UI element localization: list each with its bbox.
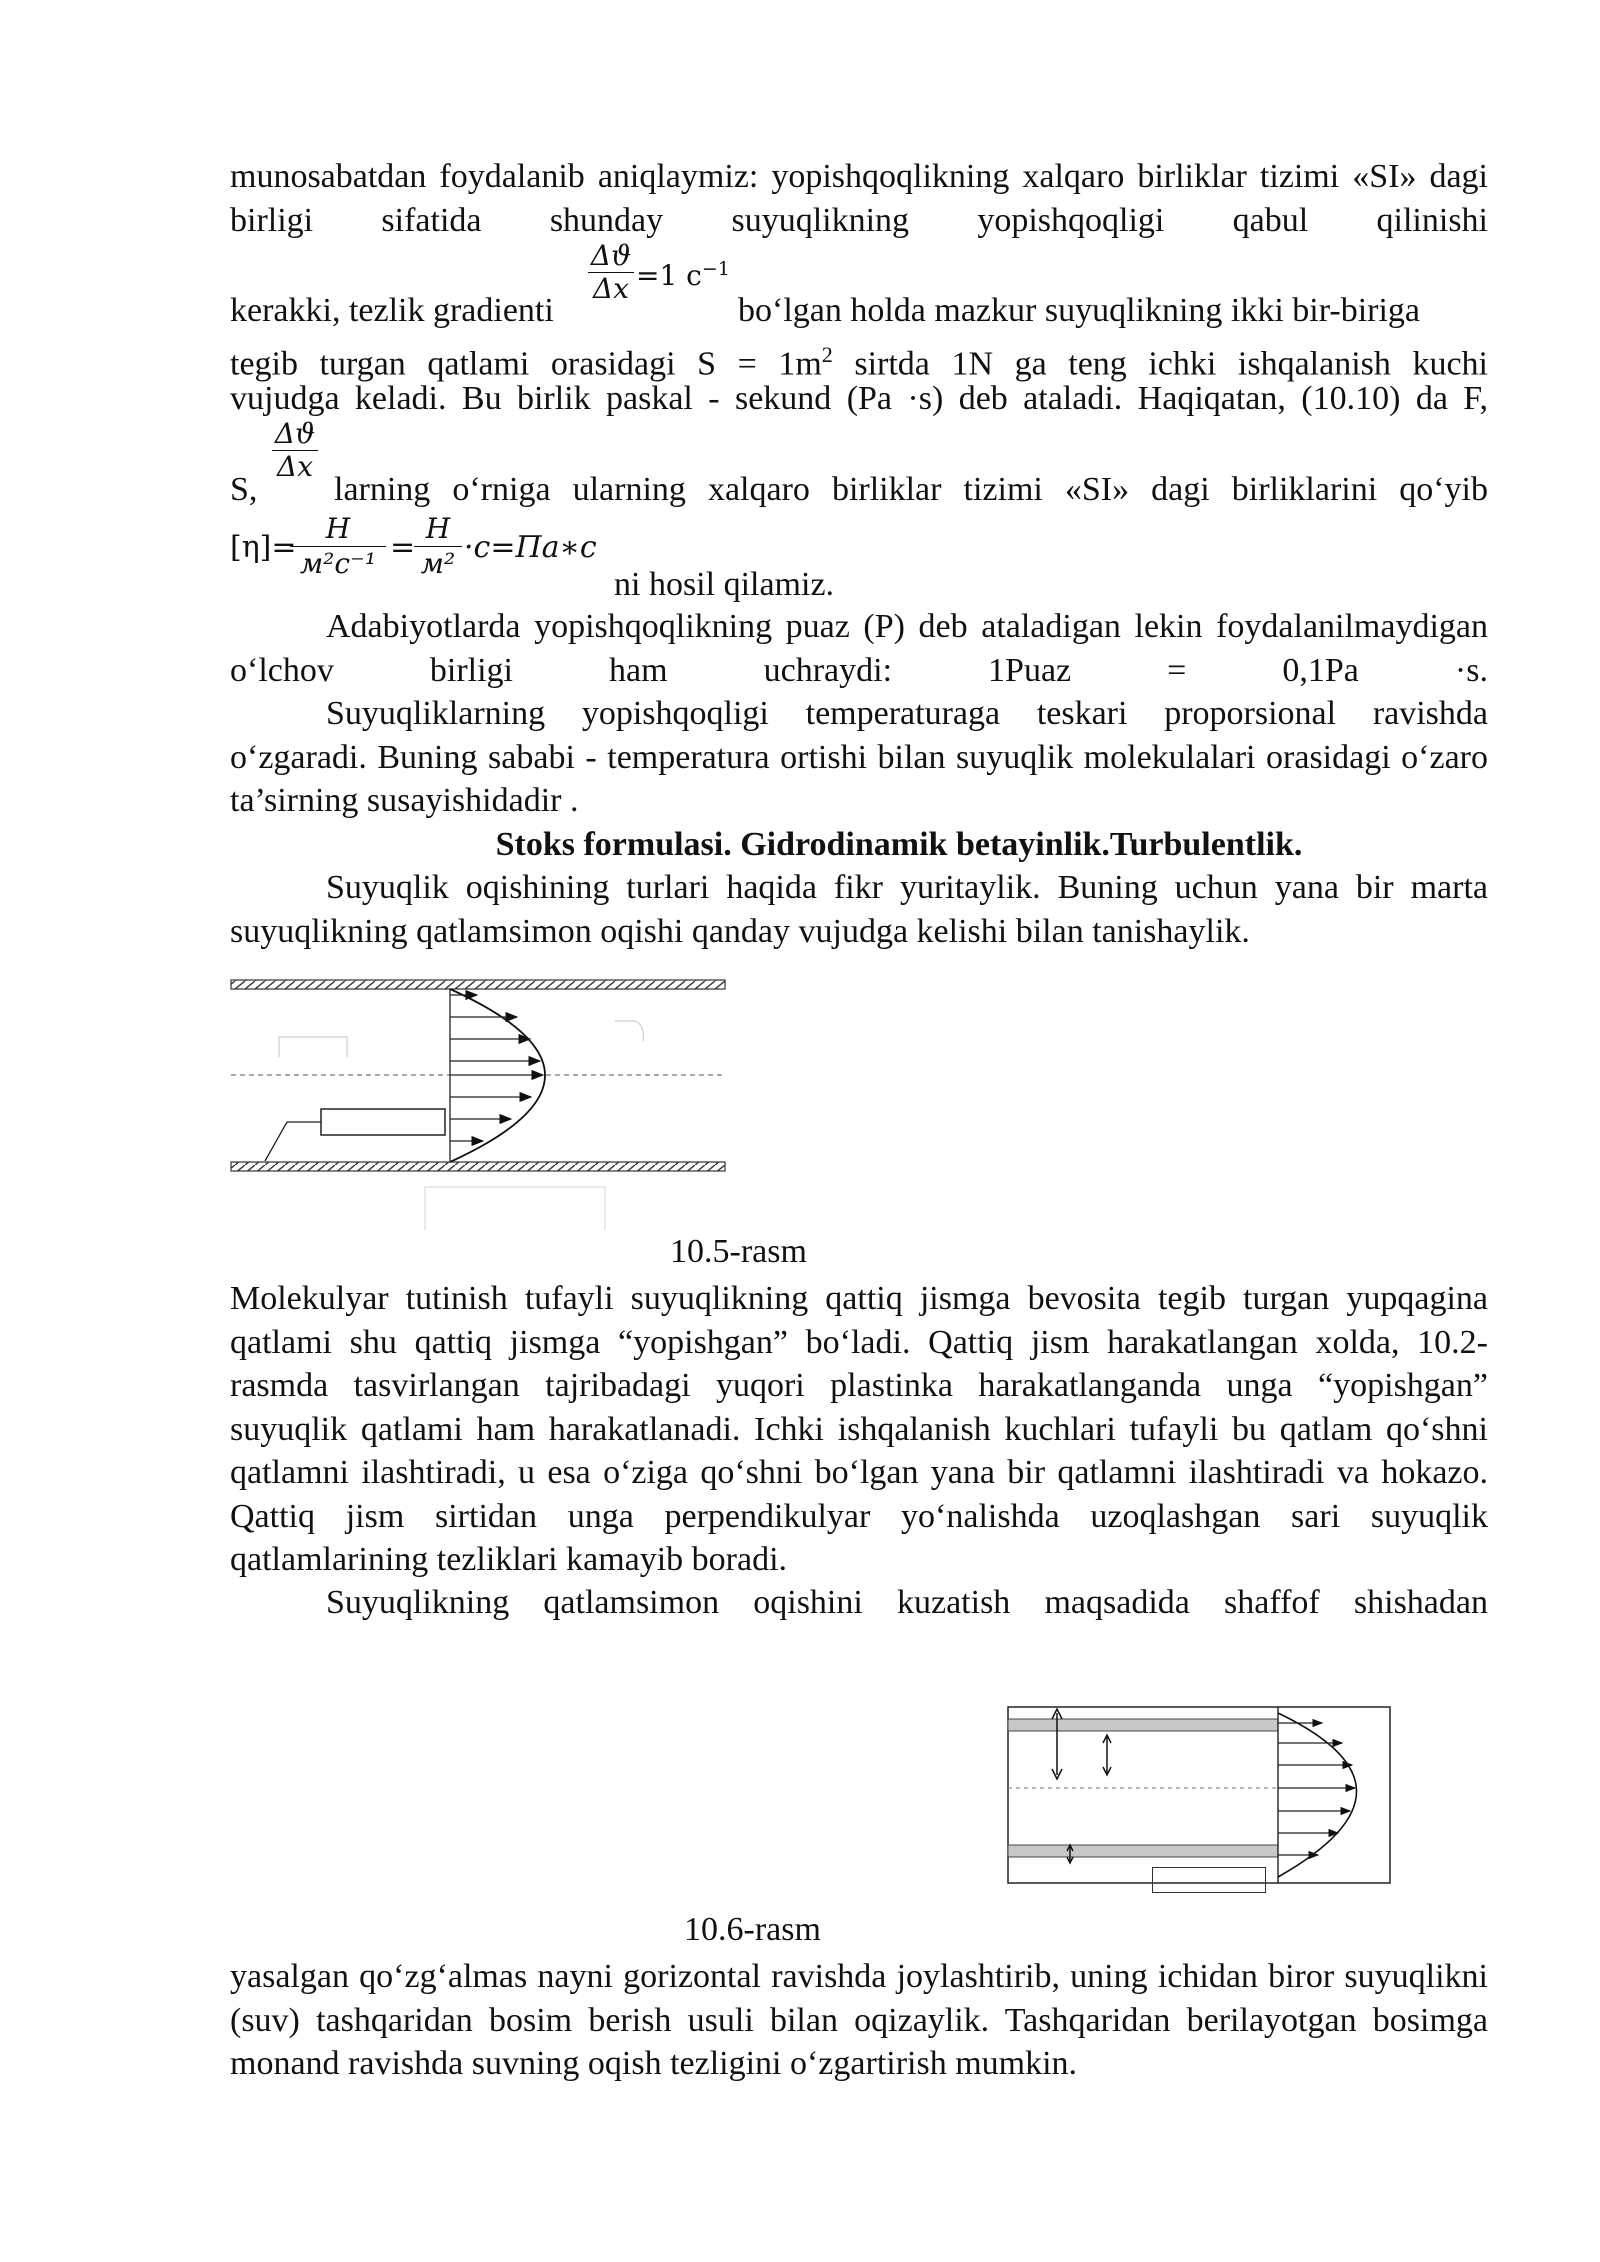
gradient-numerator: Δϑ bbox=[590, 239, 632, 272]
text-gradient-lead: kerakki, tezlik gradienti bbox=[230, 292, 554, 329]
line-substitution bbox=[230, 468, 1488, 512]
faint-marker bbox=[615, 1021, 643, 1041]
text-gradient-trail: bo‘lgan holda mazkur suyuqlikning ikki bir-biriga bbox=[738, 292, 1421, 329]
s-gradient-denominator: Δx bbox=[276, 450, 313, 483]
gradient-denominator: Δx bbox=[592, 272, 629, 305]
eta-fraction-2 bbox=[414, 512, 462, 581]
text-s-label: S, bbox=[230, 471, 258, 508]
s-gradient-numerator: Δϑ bbox=[274, 417, 316, 450]
eta-fraction-2-numerator: H bbox=[425, 512, 451, 545]
paragraph-adhesion: Molekulyar tutinish tufayli suyuqlikning qattiq jismga bevosita tegib turgan yupqagina qatlami shu qattiq jismga “yopishgan” bo‘ladi. Qattiq jism harakatlangan xolda, 10.2- rasmda tasvirlangan tajribadagi yuqori plastinka harakatlanganda unga “yopishgan” suyuqlik qatlami ham harakatlanadi. Ichki ishqalanish kuchlari tufayli bu qatlam qo‘shni qatlamni ilashtiradi, u esa o‘ziga qo‘shni bo‘lgan yana bir qatlamni ilashtiradi va hokazo. Qattiq jism sirtidan unga perpendikulyar yo‘nalishda uzoqlashgan sari suyuqlik qatlamlarining tezliklari kamayib boradi. bbox=[230, 1280, 1488, 1578]
dimension-arrows bbox=[1052, 1709, 1111, 1863]
faint-box bbox=[425, 1187, 605, 1230]
text-substitution: larning o‘rniga ularning xalqaro birliklar tizimi «SI» dagi birliklarini qo‘yib bbox=[334, 471, 1488, 508]
eta-rhs: ·c=Пa∗c bbox=[464, 530, 597, 565]
velocity-arrows bbox=[450, 995, 543, 1141]
section-heading: Stoks formulasi. Gidrodinamik betayinlik.Turbulentlik. bbox=[495, 826, 1303, 863]
figure-10-5-caption: 10.5-rasm bbox=[670, 1233, 807, 1270]
text-surface-a: tegib turgan qatlami orasidagi S = 1m bbox=[230, 345, 822, 383]
eta-tail: ni hosil qilamiz. bbox=[614, 566, 835, 603]
figure-10-6-label-box bbox=[1152, 1867, 1266, 1893]
eta-fraction-1 bbox=[290, 512, 386, 581]
paragraph-si-unit: munosabatdan foydalanib aniqlaymiz: yopishqoqlikning xalqaro birliklar tizimi «SI» dagi birligi sifatida shunday suyuqlikning yopishqoqligi qabul qilinishi bbox=[230, 158, 1488, 239]
gradient-value bbox=[636, 258, 730, 292]
gradient-exponent: −1 bbox=[701, 258, 730, 280]
paragraph-puaz: Adabiyotlarda yopishqoqlikning puaz (P) deb ataladigan lekin foydalanilmaydigan o‘lchov birligi ham uchraydi: 1Puaz = 0,1Pa ·s. bbox=[230, 608, 1488, 689]
gradient-equals: =1 c bbox=[636, 259, 702, 292]
text-surface-b: sirtda 1N ga teng ichki ishqalanish kuchi bbox=[832, 345, 1488, 383]
tube-upper-wall bbox=[1008, 1719, 1278, 1731]
figure-laminar-flow-profile bbox=[225, 965, 735, 1235]
paragraph-flow-types: Suyuqlik oqishining turlari haqida fikr yuritaylik. Buning uchun yana bir marta suyuqlikning qatlamsimon oqishi qanday vujudga kelishi bilan tanishaylik. bbox=[230, 869, 1488, 950]
bottom-wall bbox=[231, 1162, 725, 1171]
paragraph-tube-flow: yasalgan qo‘zg‘almas nayni gorizontal ravishda joylashtirib, uning ichidan biror suyuqlikni (suv) tashqaridan bosim berish usuli bilan oqizaylik. Tashqaridan berilayotgan bosimga monand ravishda suvning oqish tezligini o‘zgartirish mumkin. bbox=[230, 1958, 1488, 2082]
label-box bbox=[321, 1109, 445, 1135]
tube-velocity-parabola bbox=[1278, 1713, 1357, 1877]
eta-fraction-1-denominator: м²c⁻¹ bbox=[299, 547, 377, 580]
line-gradient bbox=[230, 289, 1488, 333]
figure-10-6-caption: 10.6-rasm bbox=[684, 1911, 821, 1948]
figure-tube-flow-profile bbox=[1000, 1695, 1400, 1895]
eta-fraction-1-numerator: H bbox=[325, 512, 351, 545]
eta-lhs: [η]= bbox=[230, 530, 297, 565]
paragraph-observe: Suyuqlikning qatlamsimon oqishini kuzatish maqsadida shaffof shishadan bbox=[326, 1584, 1488, 1621]
top-wall bbox=[231, 980, 725, 989]
paragraph-temperature: Suyuqliklarning yopishqoqligi temperaturaga teskari proporsional ravishda o‘zgaradi. Buning sababi - temperatura ortishi bilan suyuqlik molekulalari orasidagi o‘zaro ta’sirning susayishidadir . bbox=[230, 695, 1488, 819]
leader-line bbox=[265, 1122, 321, 1161]
faint-label-box bbox=[279, 1037, 347, 1057]
tube-lower-wall bbox=[1008, 1845, 1278, 1857]
eta-fraction-2-denominator: м² bbox=[420, 547, 456, 580]
line-pascal-second: vujudga keladi. Bu birlik paskal - sekund (Pa ·s) deb ataladi. Haqiqatan, (10.10) da F, bbox=[230, 380, 1488, 417]
eta-equals: = bbox=[390, 530, 416, 565]
text-surface-sup: 2 bbox=[821, 342, 833, 367]
tube-velocity-arrows bbox=[1278, 1723, 1355, 1855]
